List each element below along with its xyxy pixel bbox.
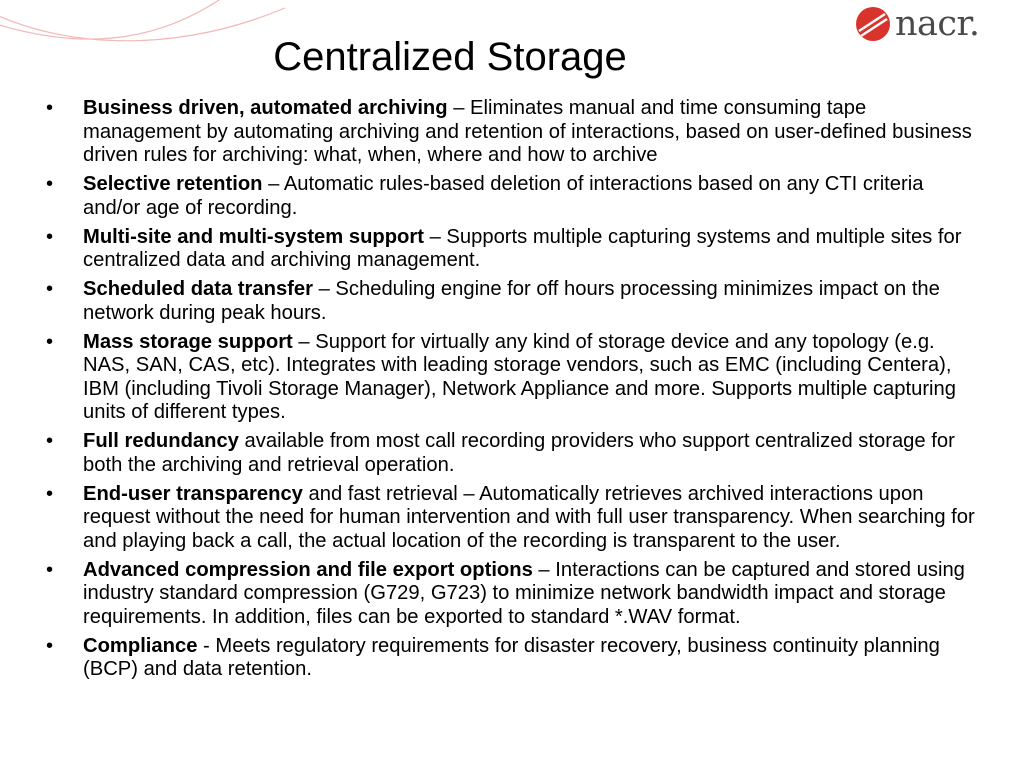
bullet-glyph: • [46, 97, 54, 119]
bullet-text: – Automatic rules-based deletion of interactions based on any CTI criteria and/or age of recording. [83, 173, 924, 219]
bullet-term: Mass storage support [83, 330, 293, 353]
bullet-item [46, 635, 986, 682]
bullet-term: End-user transparency [83, 482, 303, 505]
bullet-item [46, 97, 986, 168]
bullet-glyph: • [46, 330, 54, 353]
bullet-term: Selective retention [83, 173, 263, 195]
bullet-term: Advanced compression and file export options [83, 558, 533, 581]
bullet-list [46, 97, 986, 687]
bullet-text: – Interactions can be captured and stored using industry standard compression (G729, G723) to minimize network bandwidth impact and storage requirements. In addition, files can be exported to standard *.WAV format. [83, 558, 965, 628]
bullet-item [46, 331, 986, 425]
bullet-text: – Eliminates manual and time consuming tape management by automating archiving and retention of interactions, based on user-defined business driven rules for archiving: what, when, where and how to archive [83, 97, 972, 166]
logo-text: nacr. [895, 3, 980, 44]
bullet-term: Compliance [83, 634, 198, 657]
bullet-item [46, 430, 986, 477]
bullet-text: – Supports multiple capturing systems and multiple sites for centralized data and archiving management. [83, 225, 962, 271]
slide-title: Centralized Storage [273, 35, 627, 79]
bullet-glyph: • [46, 482, 54, 505]
bullet-term: Business driven, automated archiving [83, 97, 448, 119]
bullet-glyph: • [46, 173, 54, 195]
bullet-item [46, 226, 986, 273]
bullet-text: available from most call recording providers who support centralized storage for both the archiving and retrieval operation. [83, 430, 955, 476]
bullet-text: – Support for virtually any kind of storage device and any topology (e.g. NAS, SAN, CAS, etc). Integrates with leading storage vendors, such as EMC (including Centera), IBM (including Tivoli Storage Manager), Network Appliance and more. Supports multiple capturing units of different types. [83, 330, 956, 423]
bullet-text: and fast retrieval – Automatically retrieves archived interactions upon request without the need for human intervention and with full user transparency. When searching for and playing back a call, the actual location of the recording is transparent to the user. [83, 482, 975, 552]
bullet-glyph: • [46, 558, 54, 581]
bullet-item [46, 278, 986, 325]
bullet-term: Multi-site and multi-system support [83, 225, 424, 248]
bullet-glyph: • [46, 634, 54, 657]
bullet-glyph: • [46, 225, 54, 248]
bullet-item [46, 173, 986, 220]
bullet-text: - Meets regulatory requirements for disaster recovery, business continuity planning (BCP) and data retention. [83, 634, 940, 680]
bullet-glyph: • [46, 278, 54, 300]
bullet-text: – Scheduling engine for off hours processing minimizes impact on the network during peak hours. [83, 278, 940, 324]
bullet-term: Full redundancy [83, 430, 239, 452]
bullet-item [46, 559, 986, 630]
bullet-glyph: • [46, 430, 54, 452]
bullet-term: Scheduled data transfer [83, 278, 313, 300]
bullet-item [46, 483, 986, 554]
